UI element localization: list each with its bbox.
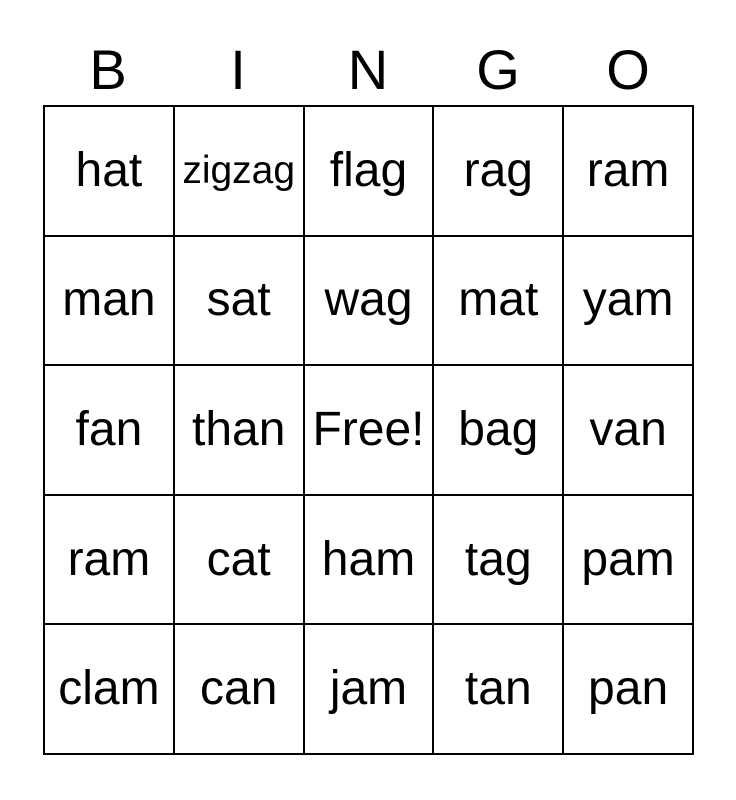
bingo-cell-r1c1[interactable]: hat bbox=[45, 107, 175, 237]
bingo-cell-r1c2[interactable]: zigzag bbox=[175, 107, 305, 237]
bingo-grid bbox=[43, 105, 694, 755]
bingo-cell-r2c1[interactable]: man bbox=[45, 237, 175, 367]
bingo-cell-r5c4[interactable]: tan bbox=[434, 625, 564, 755]
free-cell[interactable]: Free! bbox=[305, 366, 435, 496]
bingo-cell-r4c5[interactable]: pam bbox=[564, 496, 694, 626]
bingo-cell-r5c2[interactable]: can bbox=[175, 625, 305, 755]
header-letter-o: O bbox=[606, 38, 650, 102]
bingo-cell-r2c4[interactable]: mat bbox=[434, 237, 564, 367]
bingo-cell-r1c4[interactable]: rag bbox=[434, 107, 564, 237]
bingo-cell-r1c3[interactable]: flag bbox=[305, 107, 435, 237]
bingo-cell-r4c2[interactable]: cat bbox=[175, 496, 305, 626]
bingo-cell-r2c2[interactable]: sat bbox=[175, 237, 305, 367]
bingo-cell-r4c1[interactable]: ram bbox=[45, 496, 175, 626]
bingo-cell-r4c4[interactable]: tag bbox=[434, 496, 564, 626]
bingo-cell-r3c5[interactable]: van bbox=[564, 366, 694, 496]
bingo-cell-r2c3[interactable]: wag bbox=[305, 237, 435, 367]
header-letter-g: G bbox=[476, 38, 520, 102]
bingo-cell-r3c2[interactable]: than bbox=[175, 366, 305, 496]
bingo-cell-r3c1[interactable]: fan bbox=[45, 366, 175, 496]
bingo-cell-r2c5[interactable]: yam bbox=[564, 237, 694, 367]
bingo-header bbox=[43, 0, 693, 103]
header-letter-n: N bbox=[347, 38, 389, 102]
bingo-cell-r5c5[interactable]: pan bbox=[564, 625, 694, 755]
bingo-cell-r3c4[interactable]: bag bbox=[434, 366, 564, 496]
header-letter-b: B bbox=[89, 38, 127, 102]
bingo-cell-r4c3[interactable]: ham bbox=[305, 496, 435, 626]
bingo-cell-r5c3[interactable]: jam bbox=[305, 625, 435, 755]
bingo-cell-r5c1[interactable]: clam bbox=[45, 625, 175, 755]
header-letter-i: I bbox=[230, 38, 246, 102]
bingo-cell-r1c5[interactable]: ram bbox=[564, 107, 694, 237]
